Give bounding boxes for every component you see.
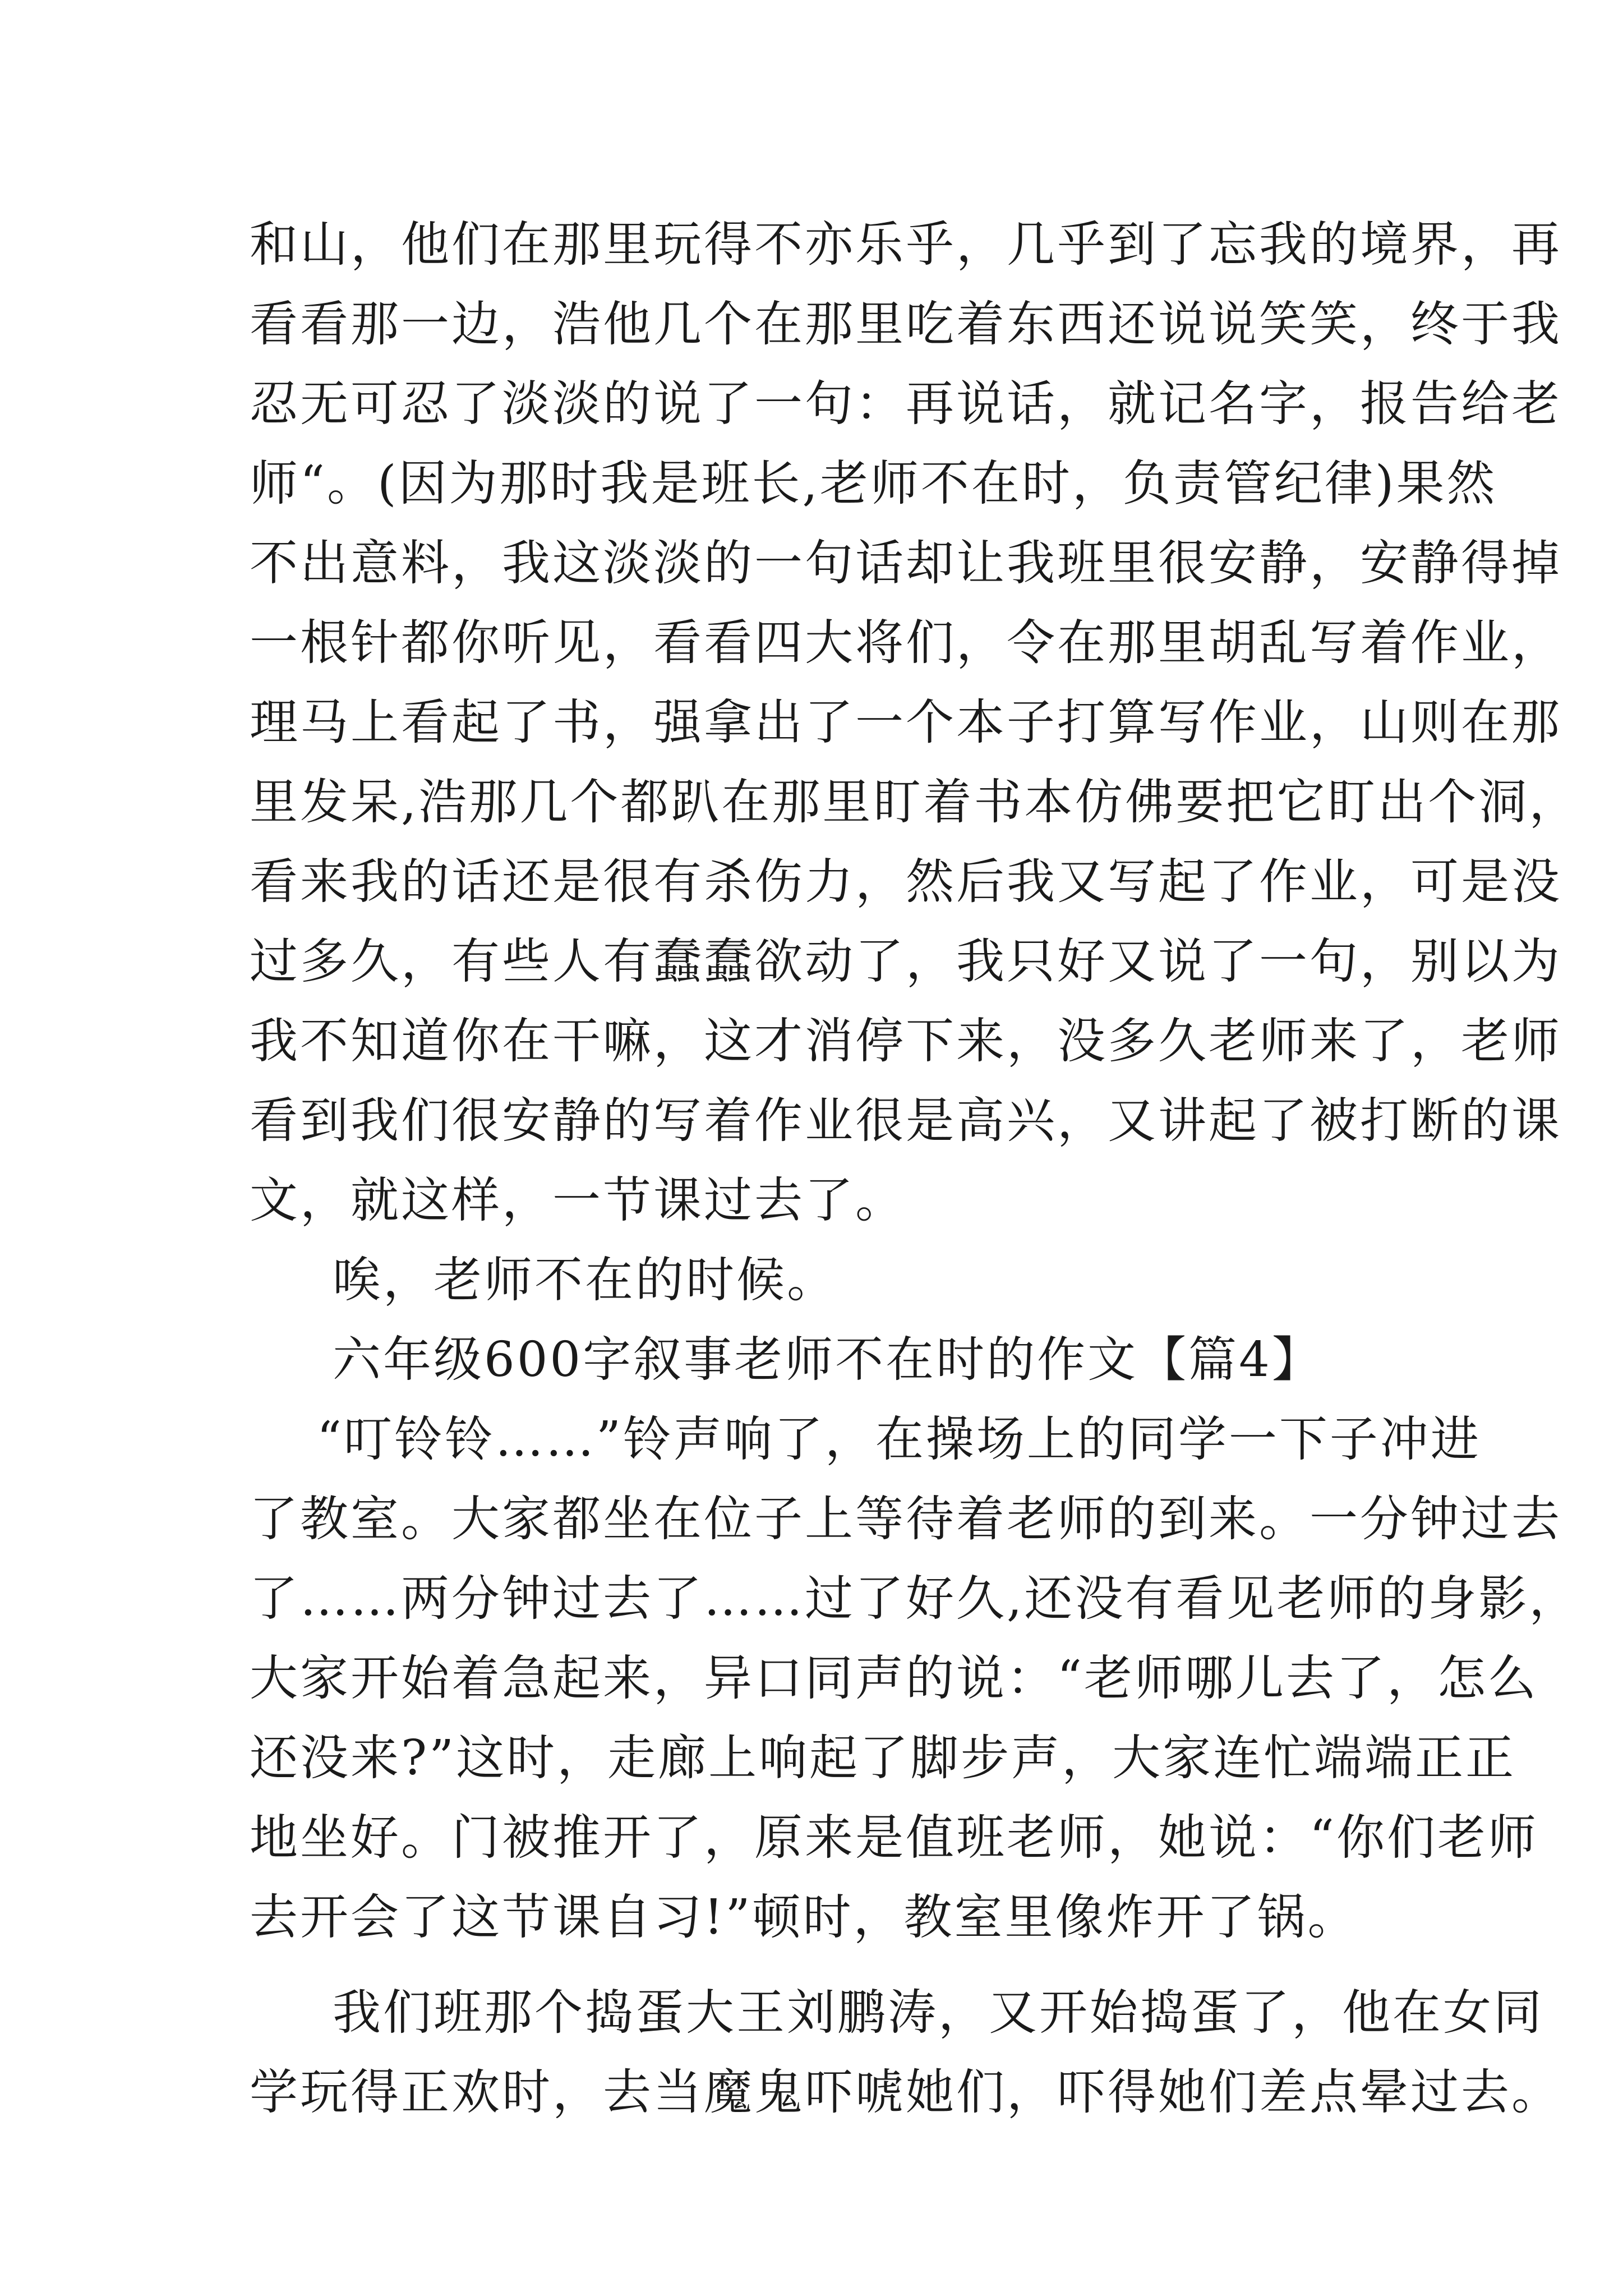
text-line: 忍无可忍了淡淡的说了一句：再说话，就记名字，报告给老 <box>250 376 1562 432</box>
text-line: 文，就这样，一节课过去了。 <box>250 1172 906 1228</box>
text-line: 理马上看起了书，强拿出了一个本子打算写作业，山则在那 <box>250 694 1562 751</box>
text-line: 我们班那个捣蛋大王刘鹏涛，又开始捣蛋了，他在女同 <box>333 1985 1544 2041</box>
text-line: 里发呆,浩那几个都趴在那里盯着书本仿佛要把它盯出个洞， <box>250 774 1580 830</box>
text-line: 看看那一边，浩他几个在那里吃着东西还说说笑笑，终于我 <box>250 296 1562 352</box>
text-line: 看到我们很安静的写着作业很是高兴，又讲起了被打断的课 <box>250 1093 1562 1149</box>
text-line: 过多久，有些人有蠢蠢欲动了，我只好又说了一句，别以为 <box>250 933 1562 990</box>
text-line: 学玩得正欢时，去当魔鬼吓唬她们，吓得她们差点晕过去。 <box>250 2064 1562 2120</box>
text-line: 地坐好。门被推开了，原来是值班老师，她说：“你们老师 <box>250 1810 1538 1866</box>
text-line: 我不知道你在干嘛，这才消停下来，没多久老师来了，老师 <box>250 1013 1562 1069</box>
section-heading: 六年级600字叙事老师不在时的作文【篇4】 <box>333 1332 1322 1388</box>
text-line: 不出意料，我这淡淡的一句话却让我班里很安静，安静得掉 <box>250 535 1562 591</box>
text-line: 唉，老师不在的时候。 <box>333 1252 837 1308</box>
text-line: 还没来?”这时，走廊上响起了脚步声，大家连忙端端正正 <box>250 1730 1516 1786</box>
text-line: “叮铃铃……”铃声响了，在操场上的同学一下子冲进 <box>317 1411 1481 1467</box>
text-line: 和山，他们在那里玩得不亦乐乎，几乎到了忘我的境界，再 <box>250 217 1562 273</box>
text-line: 师“。(因为那时我是班长,老师不在时，负责管纪律)果然 <box>250 455 1497 512</box>
text-line: 了……两分钟过去了……过了好久,还没有看见老师的身影， <box>250 1571 1580 1627</box>
text-line: 了教室。大家都坐在位子上等待着老师的到来。一分钟过去 <box>250 1491 1562 1547</box>
document-body <box>250 205 1580 2132</box>
text-line: 去开会了这节课自习!”顿时，教室里像炸开了锅。 <box>250 1889 1358 1945</box>
text-line: 看来我的话还是很有杀伤力，然后我又写起了作业，可是没 <box>250 854 1562 910</box>
text-line: 一根针都你听见，看看四大将们，令在那里胡乱写着作业， <box>250 615 1562 671</box>
text-line: 大家开始着急起来，异口同声的说：“老师哪儿去了，怎么 <box>250 1650 1538 1706</box>
